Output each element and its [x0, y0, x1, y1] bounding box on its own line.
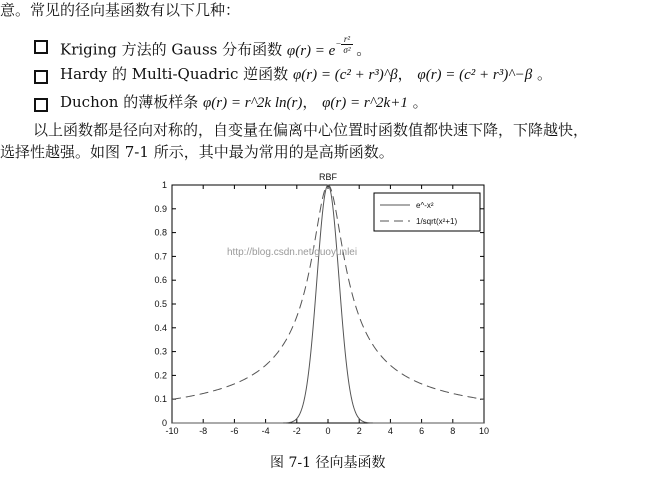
- formula-gauss: [286, 34, 356, 59]
- x-tick-label: -6: [230, 426, 239, 436]
- x-tick-label: 0: [325, 426, 331, 436]
- rbf-figure: [130, 165, 500, 445]
- y-tick-label: 0.5: [154, 299, 167, 309]
- paragraph-line-2: 选择性越强。如图 7-1 所示，其中最为常用的是高斯函数。: [0, 143, 394, 161]
- formula-thin-plate-odd: φ(r) = r^2k+1: [322, 95, 408, 111]
- x-tick-label: 2: [356, 426, 362, 436]
- x-tick-label: -2: [292, 426, 301, 436]
- watermark-text: http://blog.csdn.net/guoyunlei: [227, 247, 358, 258]
- bullet-checkbox-icon: [34, 40, 48, 54]
- x-tick-label: 6: [419, 426, 425, 436]
- bullet-kriging: [60, 34, 371, 61]
- x-tick-label: -4: [261, 426, 270, 436]
- y-tick-label: 0.4: [154, 322, 167, 333]
- y-tick-label: 0.6: [154, 275, 167, 286]
- bullet-text: Hardy 的 Multi-Quadric 逆函数: [60, 65, 289, 83]
- bullet-suffix: 。: [412, 93, 428, 111]
- x-tick-label: 8: [450, 426, 456, 436]
- bullet-text: Kriging 方法的 Gauss 分布函数: [60, 40, 283, 59]
- intro-line: 意。常见的径向基函数有以下几种：: [0, 1, 241, 19]
- formula-mq: φ(r) = (c² + r³)^β: [292, 67, 398, 83]
- exp-denominator: σ²: [343, 45, 351, 55]
- bullet-suffix: 。: [536, 65, 552, 83]
- y-tick-label: 0.9: [154, 203, 167, 214]
- bullet-checkbox-icon: [34, 70, 48, 84]
- y-tick-label: 0.7: [154, 251, 167, 262]
- paragraph-line-1: 以上函数都是径向对称的，自变量在偏离中心位置时函数值都快速下降，下降越快，: [33, 121, 589, 139]
- formula-separator: ，: [302, 93, 318, 111]
- bullet-text: Duchon 的薄板样条: [60, 93, 199, 111]
- bullet-checkbox-icon: [34, 98, 48, 112]
- x-tick-label: 10: [478, 426, 490, 436]
- formula-inverse-mq: φ(r) = (c² + r³)^−β: [417, 67, 533, 83]
- exponent-fraction: − $\frac{\text{r²}}{\text{σ²}}$: [335, 34, 351, 55]
- exp-numerator: r²: [341, 34, 352, 45]
- bullet-hardy: [60, 64, 552, 85]
- x-tick-label: -10: [165, 426, 179, 436]
- bullet-duchon: [60, 92, 428, 113]
- y-tick-label: 0: [161, 418, 167, 428]
- y-tick-label: 0.3: [154, 346, 167, 357]
- figure-caption: 图 7-1 径向基函数: [270, 455, 386, 471]
- x-tick-label: 4: [387, 426, 393, 436]
- y-tick-label: 0.1: [154, 394, 167, 405]
- y-tick-label: 0.2: [154, 370, 167, 381]
- legend-label: 1/sqrt(x²+1): [416, 217, 458, 226]
- formula-thin-plate: φ(r) = r^2k ln(r): [203, 95, 303, 111]
- legend-label: e^-x²: [416, 201, 434, 210]
- chart-title: RBF: [319, 172, 337, 182]
- y-tick-label: 0.8: [154, 227, 167, 238]
- bullet-suffix: 。: [356, 40, 372, 59]
- y-tick-label: 1: [161, 180, 167, 190]
- formula-separator: ，: [397, 65, 413, 83]
- x-tick-label: -8: [199, 426, 208, 436]
- formula-lhs: φ(r) = e: [286, 42, 336, 59]
